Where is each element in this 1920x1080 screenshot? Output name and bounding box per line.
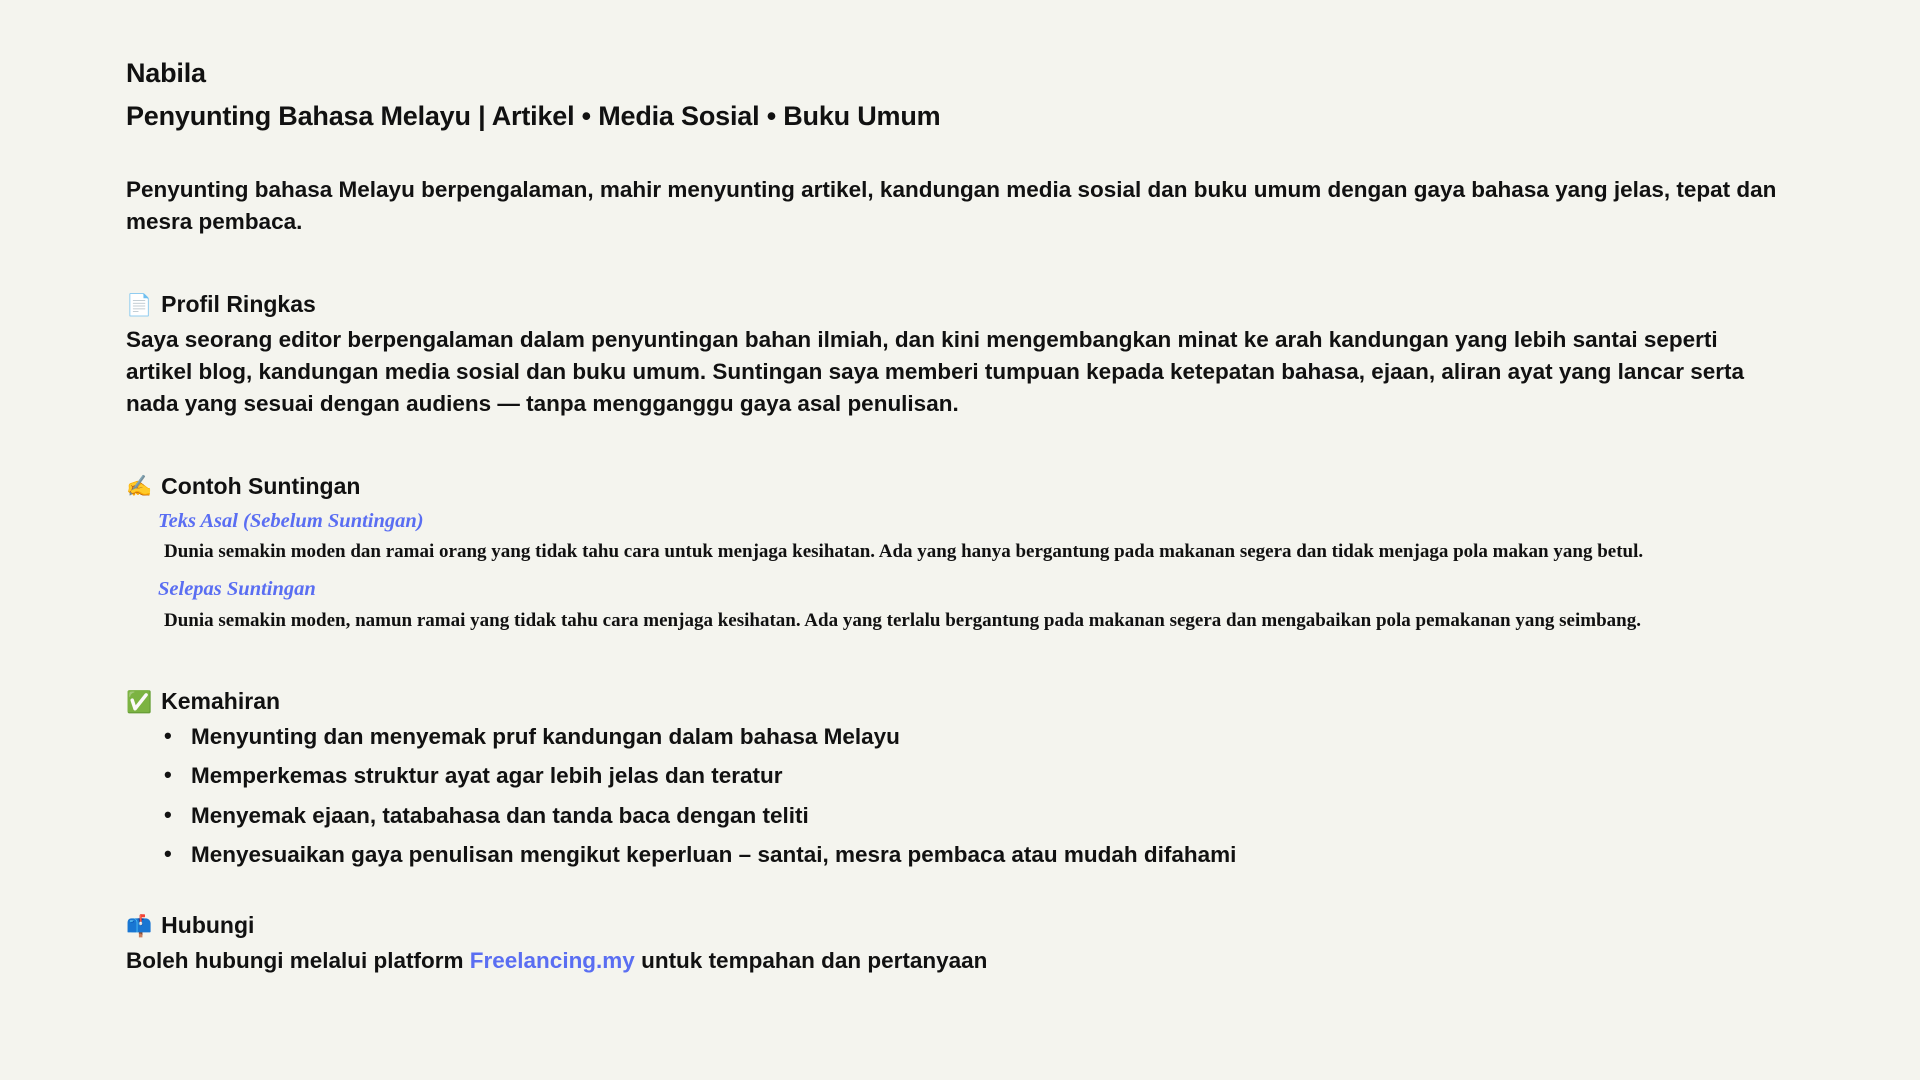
section-profil-ringkas (126, 290, 1800, 420)
writing-hand-emoji: ✍️ (126, 475, 153, 499)
page-subtitle: Penyunting Bahasa Melayu | Artikel • Media Sosial • Buku Umum (126, 100, 941, 131)
document-emoji: 📄 (126, 293, 153, 317)
page-title: Nabila (126, 58, 206, 88)
section-kemahiran (126, 687, 1800, 869)
sample-before-text: Dunia semakin moden dan ramai orang yang tidak tahu cara untuk menjaga kesihatan. Ada yang hanya bergantung pada makanan segera dan tidak menjaga pola makan yang betul. (164, 541, 1644, 563)
list-item: • Menyunting dan menyemak pruf kandungan dalam bahasa Melayu (160, 723, 1800, 751)
section-heading-kemahiran (126, 687, 1800, 717)
header-block (126, 56, 1800, 238)
mailbox-emoji: 📫 (126, 914, 153, 938)
section-heading-contoh-suntingan (126, 472, 1800, 502)
section-hubungi (126, 911, 1800, 977)
intro-paragraph: Penyunting bahasa Melayu berpengalaman, mahir menyunting artikel, kandungan media sosial dan buku umum dengan gaya bahasa yang jelas, tepat dan mesra pembaca. (126, 177, 1777, 235)
section-heading-profil-ringkas (126, 290, 1800, 320)
list-item: • Menyemak ejaan, tatabahasa dan tanda baca dengan teliti (160, 802, 1800, 830)
section-heading-label: Kemahiran (161, 688, 281, 715)
sample-after-label: Selepas Suntingan (158, 577, 316, 600)
sample-after-text: Dunia semakin moden, namun ramai yang tidak tahu cara menjaga kesihatan. Ada yang terlalu bergantung pada makanan segera dan mengabaikan pola pemakanan yang seimbang. (164, 609, 1641, 631)
section-heading-label: Hubungi (161, 912, 255, 939)
section-contoh-suntingan (126, 472, 1800, 635)
section-heading-label: Contoh Suntingan (161, 472, 361, 499)
check-mark-button-emoji: ✅ (126, 690, 153, 714)
kemahiran-list (126, 723, 1800, 869)
list-item: • Memperkemas struktur ayat agar lebih jelas dan teratur (160, 762, 1800, 790)
contact-text-after: untuk tempahan dan pertanyaan (634, 948, 988, 974)
contact-line (126, 945, 1800, 977)
profil-ringkas-body: Saya seorang editor berpengalaman dalam penyuntingan bahan ilmiah, dan kini mengembangkan minat ke arah kandungan yang lebih santai seperti artikel blog, kandungan media sosial dan buku umum. Suntingan saya memberi tumpuan kepada ketepatan bahasa, ejaan, aliran ayat yang lancar serta nada yang sesuai dengan audiens — tanpa mengganggu gaya asal penulisan. (126, 327, 1745, 416)
editing-sample-block (126, 506, 1800, 635)
contact-text-before: Boleh hubungi melalui platform (126, 948, 470, 974)
sample-before-label: Teks Asal (Sebelum Suntingan) (158, 509, 424, 532)
list-item: • Menyesuaikan gaya penulisan mengikut keperluan – santai, mesra pembaca atau mudah difahami (160, 841, 1800, 869)
section-heading-label: Profil Ringkas (161, 291, 316, 318)
section-heading-hubungi (126, 911, 1800, 941)
freelancing-my-link[interactable]: Freelancing.my (469, 948, 635, 974)
